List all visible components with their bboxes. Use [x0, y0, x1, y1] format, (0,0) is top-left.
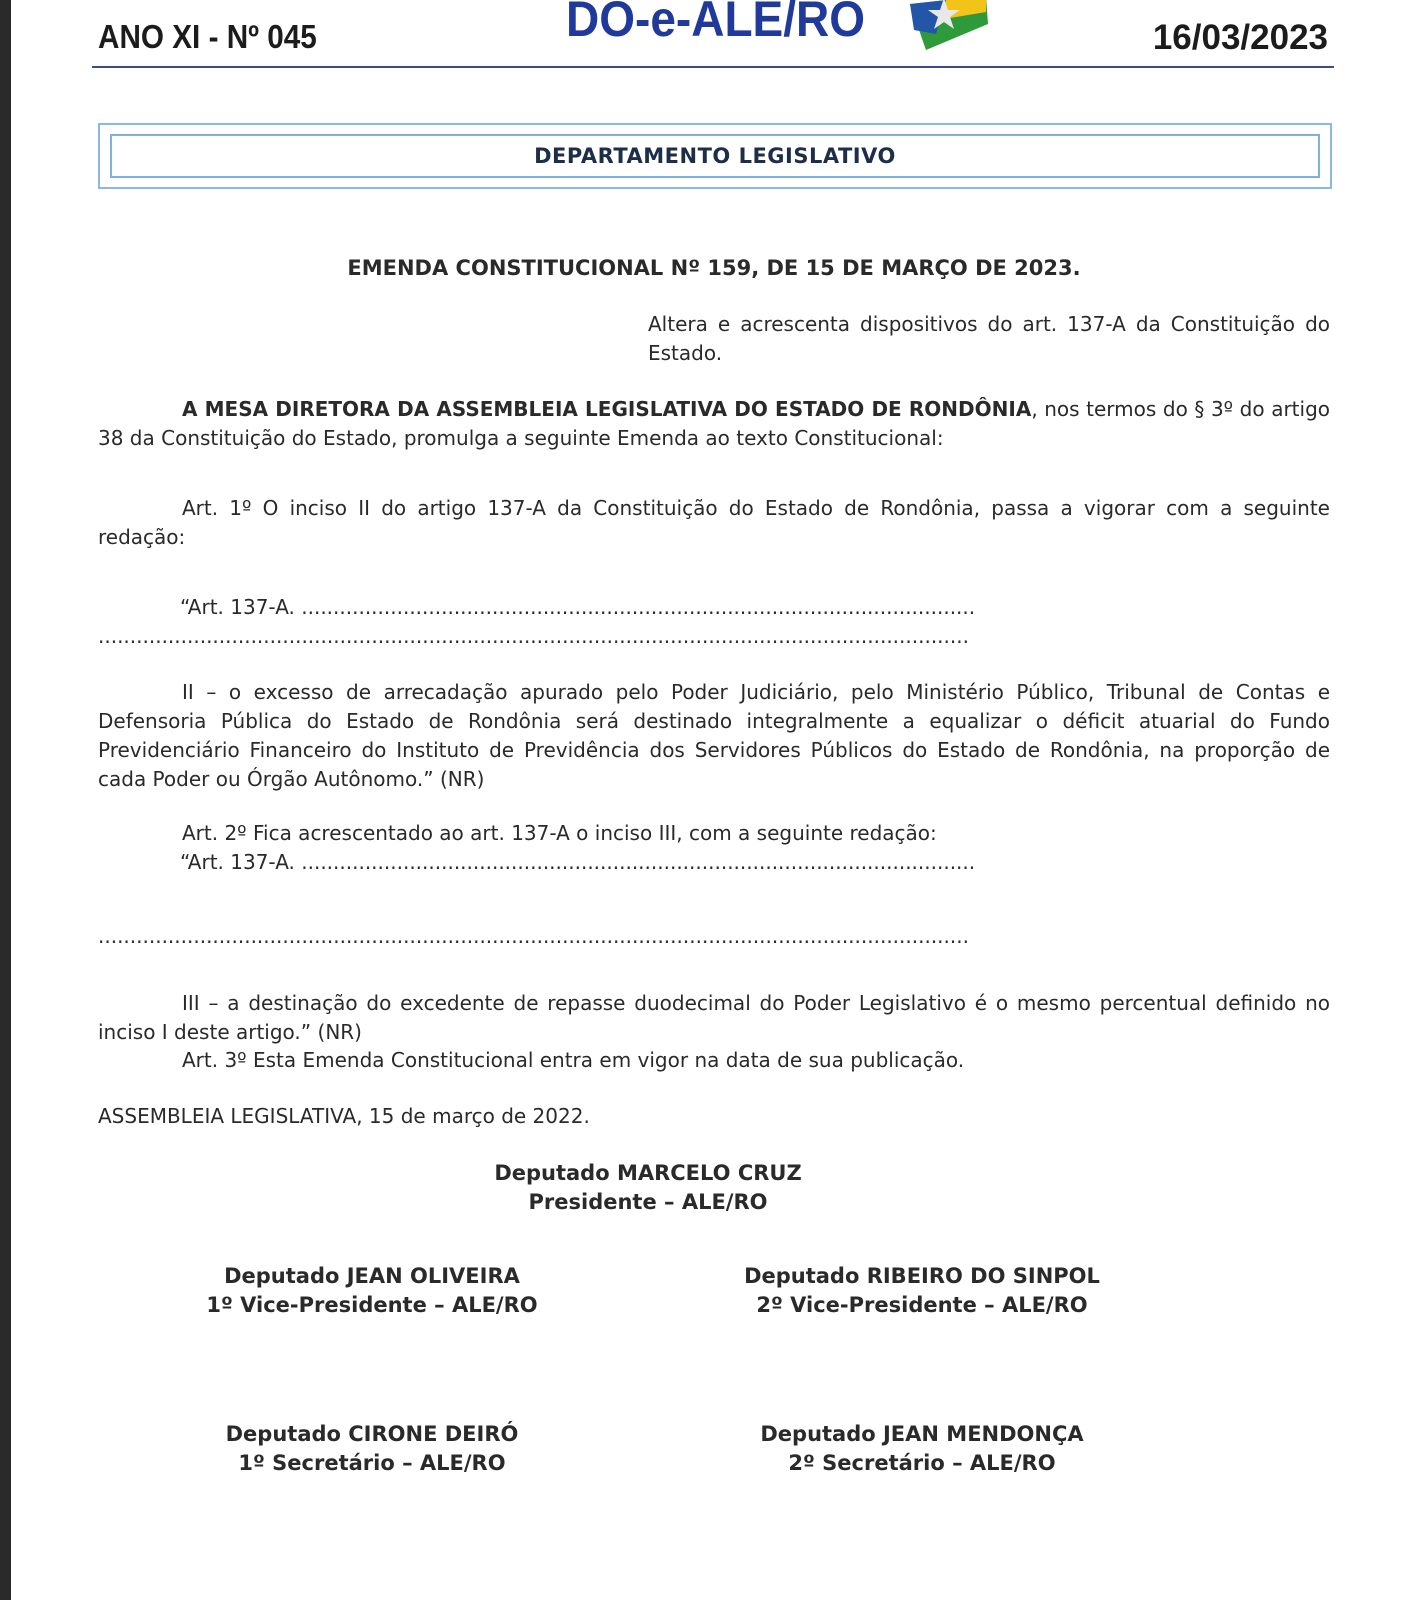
section-box — [98, 123, 1332, 189]
article-2: Art. 2º Fica acrescentado ao art. 137-A o inciso III, com a seguinte redação: — [182, 821, 937, 845]
article-3: Art. 3º Esta Emenda Constitucional entra em vigor na data de sua publicação. — [182, 1048, 965, 1072]
preamble-authority: A MESA DIRETORA DA ASSEMBLEIA LEGISLATIVA DO ESTADO DE RONDÔNIA — [182, 397, 1032, 421]
ellipsis-line-1: ......................................................................................................................................... — [98, 624, 969, 648]
rondonia-flag-logo-icon — [906, 0, 992, 52]
ementa: Altera e acrescenta dispositivos do art. 137-A da Constituição do Estado. — [648, 312, 1330, 365]
signature-name: Deputado JEAN OLIVEIRA — [224, 1264, 520, 1288]
preamble-text: , nos termos do § 3º do artigo 38 da Constituição do Estado, promulga a seguinte Emenda ao texto Constitucional: — [98, 397, 1330, 450]
inciso-ii: II – o excesso de arrecadação apurado pelo Poder Judiciário, pelo Ministério Público, Tribunal de Contas e Defensoria Pública do Estado de Rondônia será destinado integralmente a equalizar o déficit atuarial do Fundo Previdenciário Financeiro do Instituto de Previdência dos Servidores Públicos do Estado de Rondônia, na proporção de cada Poder ou Órgão Autônomo.” (NR) — [98, 680, 1330, 791]
viewer-left-edge — [0, 0, 11, 1600]
signature-name: Deputado MARCELO CRUZ — [494, 1161, 802, 1185]
issue-date: 16/03/2023 — [1152, 18, 1328, 57]
signature-role: Presidente – ALE/RO — [528, 1190, 768, 1214]
ellipsis-line-2: ......................................................................................................................................... — [98, 924, 969, 948]
signature-name: Deputado JEAN MENDONÇA — [760, 1422, 1084, 1446]
document-title: EMENDA CONSTITUCIONAL Nº 159, DE 15 DE MARÇO DE 2023. — [347, 256, 1081, 280]
edition-number: ANO XI - Nº 045 — [98, 18, 317, 55]
quote-1: “Art. 137-A. .......................................................................................................... — [180, 595, 976, 619]
signature-1st-vice — [172, 1262, 572, 1320]
signature-2nd-vice — [722, 1262, 1122, 1320]
inciso-iii: III – a destinação do excedente de repasse duodecimal do Poder Legislativo é o mesmo percentual definido no inciso I deste artigo.” (NR) — [98, 991, 1330, 1044]
journal-logo-text: DO-e-ALE/RO — [566, 0, 865, 47]
signature-president — [448, 1159, 848, 1217]
signature-name: Deputado CIRONE DEIRÓ — [225, 1422, 519, 1446]
header-rule — [92, 66, 1334, 68]
article-1: Art. 1º O inciso II do artigo 137-A da Constituição do Estado de Rondônia, passa a vigorar com a seguinte redação: — [98, 496, 1330, 549]
signature-role: 1º Vice-Presidente – ALE/RO — [206, 1293, 538, 1317]
signature-role: 2º Secretário – ALE/RO — [788, 1451, 1056, 1475]
section-title: DEPARTAMENTO LEGISLATIVO — [110, 134, 1320, 178]
signature-role: 1º Secretário – ALE/RO — [238, 1451, 506, 1475]
quote-2: “Art. 137-A. .......................................................................................................... — [180, 850, 976, 874]
signature-2nd-secretary — [722, 1420, 1122, 1478]
signature-role: 2º Vice-Presidente – ALE/RO — [756, 1293, 1088, 1317]
signature-1st-secretary — [172, 1420, 572, 1478]
signature-name: Deputado RIBEIRO DO SINPOL — [744, 1264, 1100, 1288]
place-date: ASSEMBLEIA LEGISLATIVA, 15 de março de 2022. — [98, 1104, 590, 1128]
preamble — [98, 395, 1330, 453]
